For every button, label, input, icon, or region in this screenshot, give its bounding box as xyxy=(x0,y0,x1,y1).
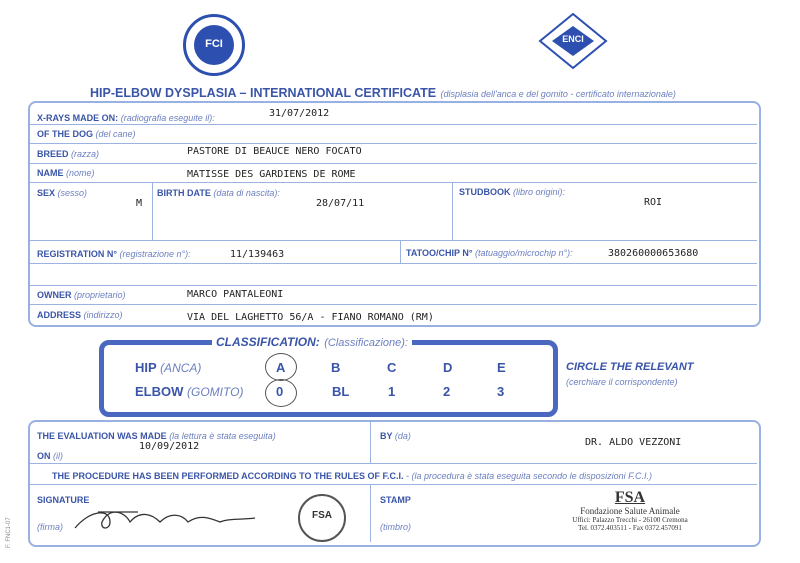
fsa-stamp-phone: Tel. 0372.403511 - Fax 0372.457091 xyxy=(578,524,682,532)
fsa-stamp-address: Uffici: Palazzo Trecchi - 26100 Cremona xyxy=(572,516,688,524)
by-label: BY (da) xyxy=(380,431,411,441)
stamp-label: STAMP xyxy=(380,495,411,505)
evaluation-label: THE EVALUATION WAS MADE (la lettura è stata eseguita) xyxy=(37,431,276,441)
hip-label: HIP (ANCA) xyxy=(135,360,202,375)
elbow-grade[interactable]: 1 xyxy=(388,384,396,399)
fci-logo xyxy=(183,14,245,76)
fci-logo-text: FCI xyxy=(205,38,223,50)
owner-label: OWNER (proprietario) xyxy=(37,290,126,300)
evaluation-date: 10/09/2012 xyxy=(139,441,200,452)
handwritten-signature xyxy=(70,500,260,536)
birth-date-label: BIRTH DATE (data di nascita): xyxy=(157,188,280,198)
elbow-grade[interactable]: BL xyxy=(332,384,350,399)
sex-value: M xyxy=(136,198,143,209)
chip-label: TATOO/CHIP N° (tatuaggio/microchip n°): xyxy=(406,248,573,258)
hip-grade[interactable]: A xyxy=(276,360,286,375)
certificate-title xyxy=(90,84,676,102)
breed-value: PASTORE DI BEAUCE NERO FOCATO xyxy=(187,146,362,157)
title-sub: (displasia dell'anca e del gomito - certificato internazionale) xyxy=(440,89,676,99)
xrays-date: 31/07/2012 xyxy=(269,108,330,119)
address-value: VIA DEL LAGHETTO 56/A - FIANO ROMANO (RM) xyxy=(187,312,434,323)
fsa-round-stamp-text: FSA xyxy=(312,510,332,521)
classification-title: CLASSIFICATION: (Classificazione): xyxy=(212,333,412,351)
elbow-grade[interactable]: 0 xyxy=(276,384,284,399)
birth-date-value: 28/07/11 xyxy=(316,198,365,209)
fsa-stamp-name: Fondazione Salute Animale xyxy=(580,506,680,516)
by-value: DR. ALDO VEZZONI xyxy=(585,437,682,448)
elbow-grade[interactable]: 3 xyxy=(497,384,505,399)
hip-grade[interactable]: E xyxy=(497,360,506,375)
form-side-code: F. FNC1-07 xyxy=(6,517,12,548)
owner-value: MARCO PANTALEONI xyxy=(187,289,284,300)
hip-grade[interactable]: B xyxy=(331,360,341,375)
hip-grade[interactable]: C xyxy=(387,360,397,375)
classification-box xyxy=(99,340,558,417)
registration-label: REGISTRATION N° (registrazione n°): xyxy=(37,249,191,259)
sex-label: SEX (sesso) xyxy=(37,188,88,198)
dog-label: OF THE DOG (del cane) xyxy=(37,129,136,139)
elbow-grade[interactable]: 2 xyxy=(443,384,451,399)
studbook-label: STUDBOOK (libro origini): xyxy=(459,187,566,197)
address-label: ADDRESS (indirizzo) xyxy=(37,310,123,320)
signature-label-it: (firma) xyxy=(37,522,63,532)
title-main: HIP-ELBOW DYSPLASIA – INTERNATIONAL CERTIFICATE xyxy=(90,86,437,100)
fsa-stamp-title: FSA xyxy=(614,489,646,506)
dog-details-panel xyxy=(28,101,761,327)
circle-instruction: CIRCLE THE RELEVANT xyxy=(566,361,694,373)
xrays-label: X-RAYS MADE ON: (radiografia eseguite il): xyxy=(37,113,215,123)
enci-logo-text: ENCI xyxy=(562,34,584,44)
evaluation-on-label: ON (il) xyxy=(37,451,64,461)
registration-value: 11/139463 xyxy=(230,249,285,260)
procedure-text: THE PROCEDURE HAS BEEN PERFORMED ACCORDING TO THE RULES OF F.C.I. - (la procedura è stata eseguita secondo le disposizioni F.C.I.) xyxy=(52,471,653,481)
stamp-label-it: (timbro) xyxy=(380,522,411,532)
elbow-label: ELBOW (GOMITO) xyxy=(135,384,244,399)
chip-value: 380260000653680 xyxy=(608,248,699,259)
circle-instruction-it: (cerchiare il corrispondente) xyxy=(566,377,678,387)
hip-grade[interactable]: D xyxy=(443,360,453,375)
signature-label: SIGNATURE xyxy=(37,495,90,505)
fsa-stamp xyxy=(530,490,730,532)
studbook-value: ROI xyxy=(644,197,663,208)
name-value: MATISSE DES GARDIENS DE ROME xyxy=(187,169,356,180)
breed-label: BREED (razza) xyxy=(37,149,100,159)
name-label: NAME (nome) xyxy=(37,168,95,178)
enci-logo xyxy=(538,12,608,70)
fsa-round-stamp xyxy=(298,494,346,542)
